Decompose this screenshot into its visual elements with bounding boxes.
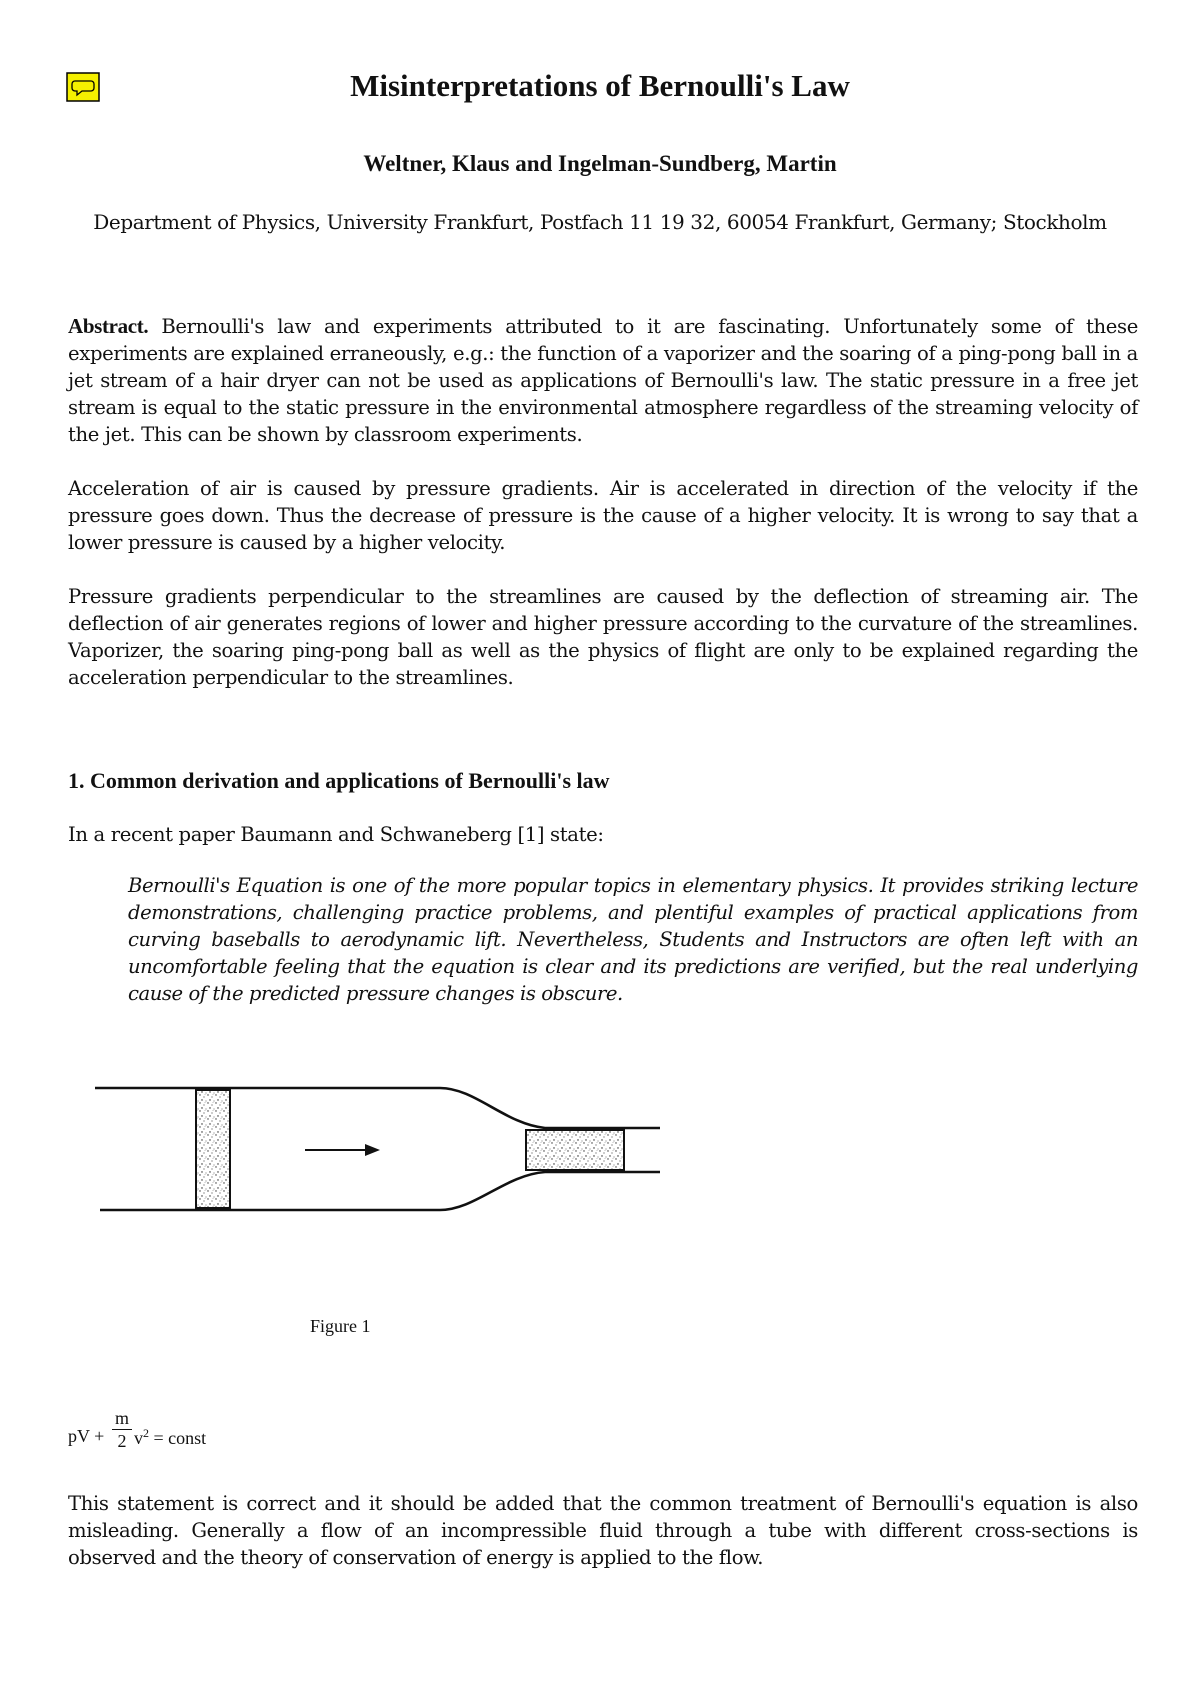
paper-title: Misinterpretations of Bernoulli's Law <box>350 68 850 103</box>
equation-right-term <box>134 1426 206 1449</box>
section-1-heading: 1. Common derivation and applications of Bernoulli's law <box>68 768 610 793</box>
equation-left-term: pV + <box>68 1426 105 1446</box>
section-1-intro: In a recent paper Baumann and Schwaneberg [1] state: <box>68 823 604 846</box>
equation-tail: = const <box>149 1428 207 1448</box>
tube-upper-wall <box>95 1088 660 1128</box>
flow-arrow-head <box>365 1144 380 1156</box>
paper-affiliation: Department of Physics, University Frankfurt, Postfach 11 19 32, 60054 Frankfurt, Germany; Stockholm <box>93 210 1107 234</box>
paragraph-acceleration: Acceleration of air is caused by pressure gradients. Air is accelerated in direction of the velocity if the pressure goes down. Thus the decrease of pressure is the cause of a higher velocity. It is wrong to say that a lower pressure is caused by a higher velocity. <box>68 477 1138 554</box>
equation-numerator: m <box>114 1408 129 1428</box>
paragraph-statement-correct: This statement is correct and it should be added that the common treatment of Bernoulli's equation is also misleading. Generally a flow of an incompressible fluid through a tube with different cross-sections is observed and the theory of conservation of energy is applied to the flow. <box>68 1492 1138 1569</box>
fluid-element-narrow <box>526 1130 624 1170</box>
paper-authors: Weltner, Klaus and Ingelman-Sundberg, Martin <box>363 151 837 176</box>
abstract-paragraph <box>68 313 1138 448</box>
section-1-quote: Bernoulli's Equation is one of the more popular topics in elementary physics. It provides striking lecture demonstrations, challenging practice problems, and plentiful examples of practical applications from curving baseballs to aerodynamic lift. Nevertheless, Students and Instructors are often left with an uncomfortable feeling that the equation is clear and its predictions are verified, but the real underlying cause of the predicted pressure changes is obscure. <box>128 874 1138 1005</box>
fluid-element-wide <box>196 1090 230 1208</box>
equation-fraction <box>112 1408 132 1451</box>
equation-denominator: 2 <box>117 1431 127 1451</box>
abstract-label: Abstract. <box>68 314 149 338</box>
tube-lower-wall <box>100 1172 660 1210</box>
equation-fraction-bar <box>112 1429 132 1430</box>
equation-exponent: 2 <box>143 1426 149 1440</box>
figure-1-caption: Figure 1 <box>310 1316 371 1336</box>
paragraph-pressure-gradients: Pressure gradients perpendicular to the streamlines are caused by the deflection of streaming air. The deflection of air generates regions of lower and higher pressure according to the curvature of the streamlines. Vaporizer, the soaring ping-pong ball as well as the physics of flight are only to be explained regarding the acceleration perpendicular to the streamlines. <box>68 585 1138 689</box>
equation-velocity: v <box>134 1428 143 1448</box>
venturi-tube-figure <box>95 1070 675 1220</box>
abstract-text: Bernoulli's law and experiments attributed to it are fascinating. Unfortunately some of these experiments are explained erraneously, e.g.: the function of a vaporizer and the soaring of a ping-pong ball in a jet stream of a hair dryer can not be used as applications of Bernoulli's law. The static pressure in a free jet stream is equal to the static pressure in the environmental atmosphere regardless of the streaming velocity of the jet. This can be shown by classroom experiments. <box>68 315 1138 446</box>
bernoulli-equation <box>68 1408 288 1458</box>
